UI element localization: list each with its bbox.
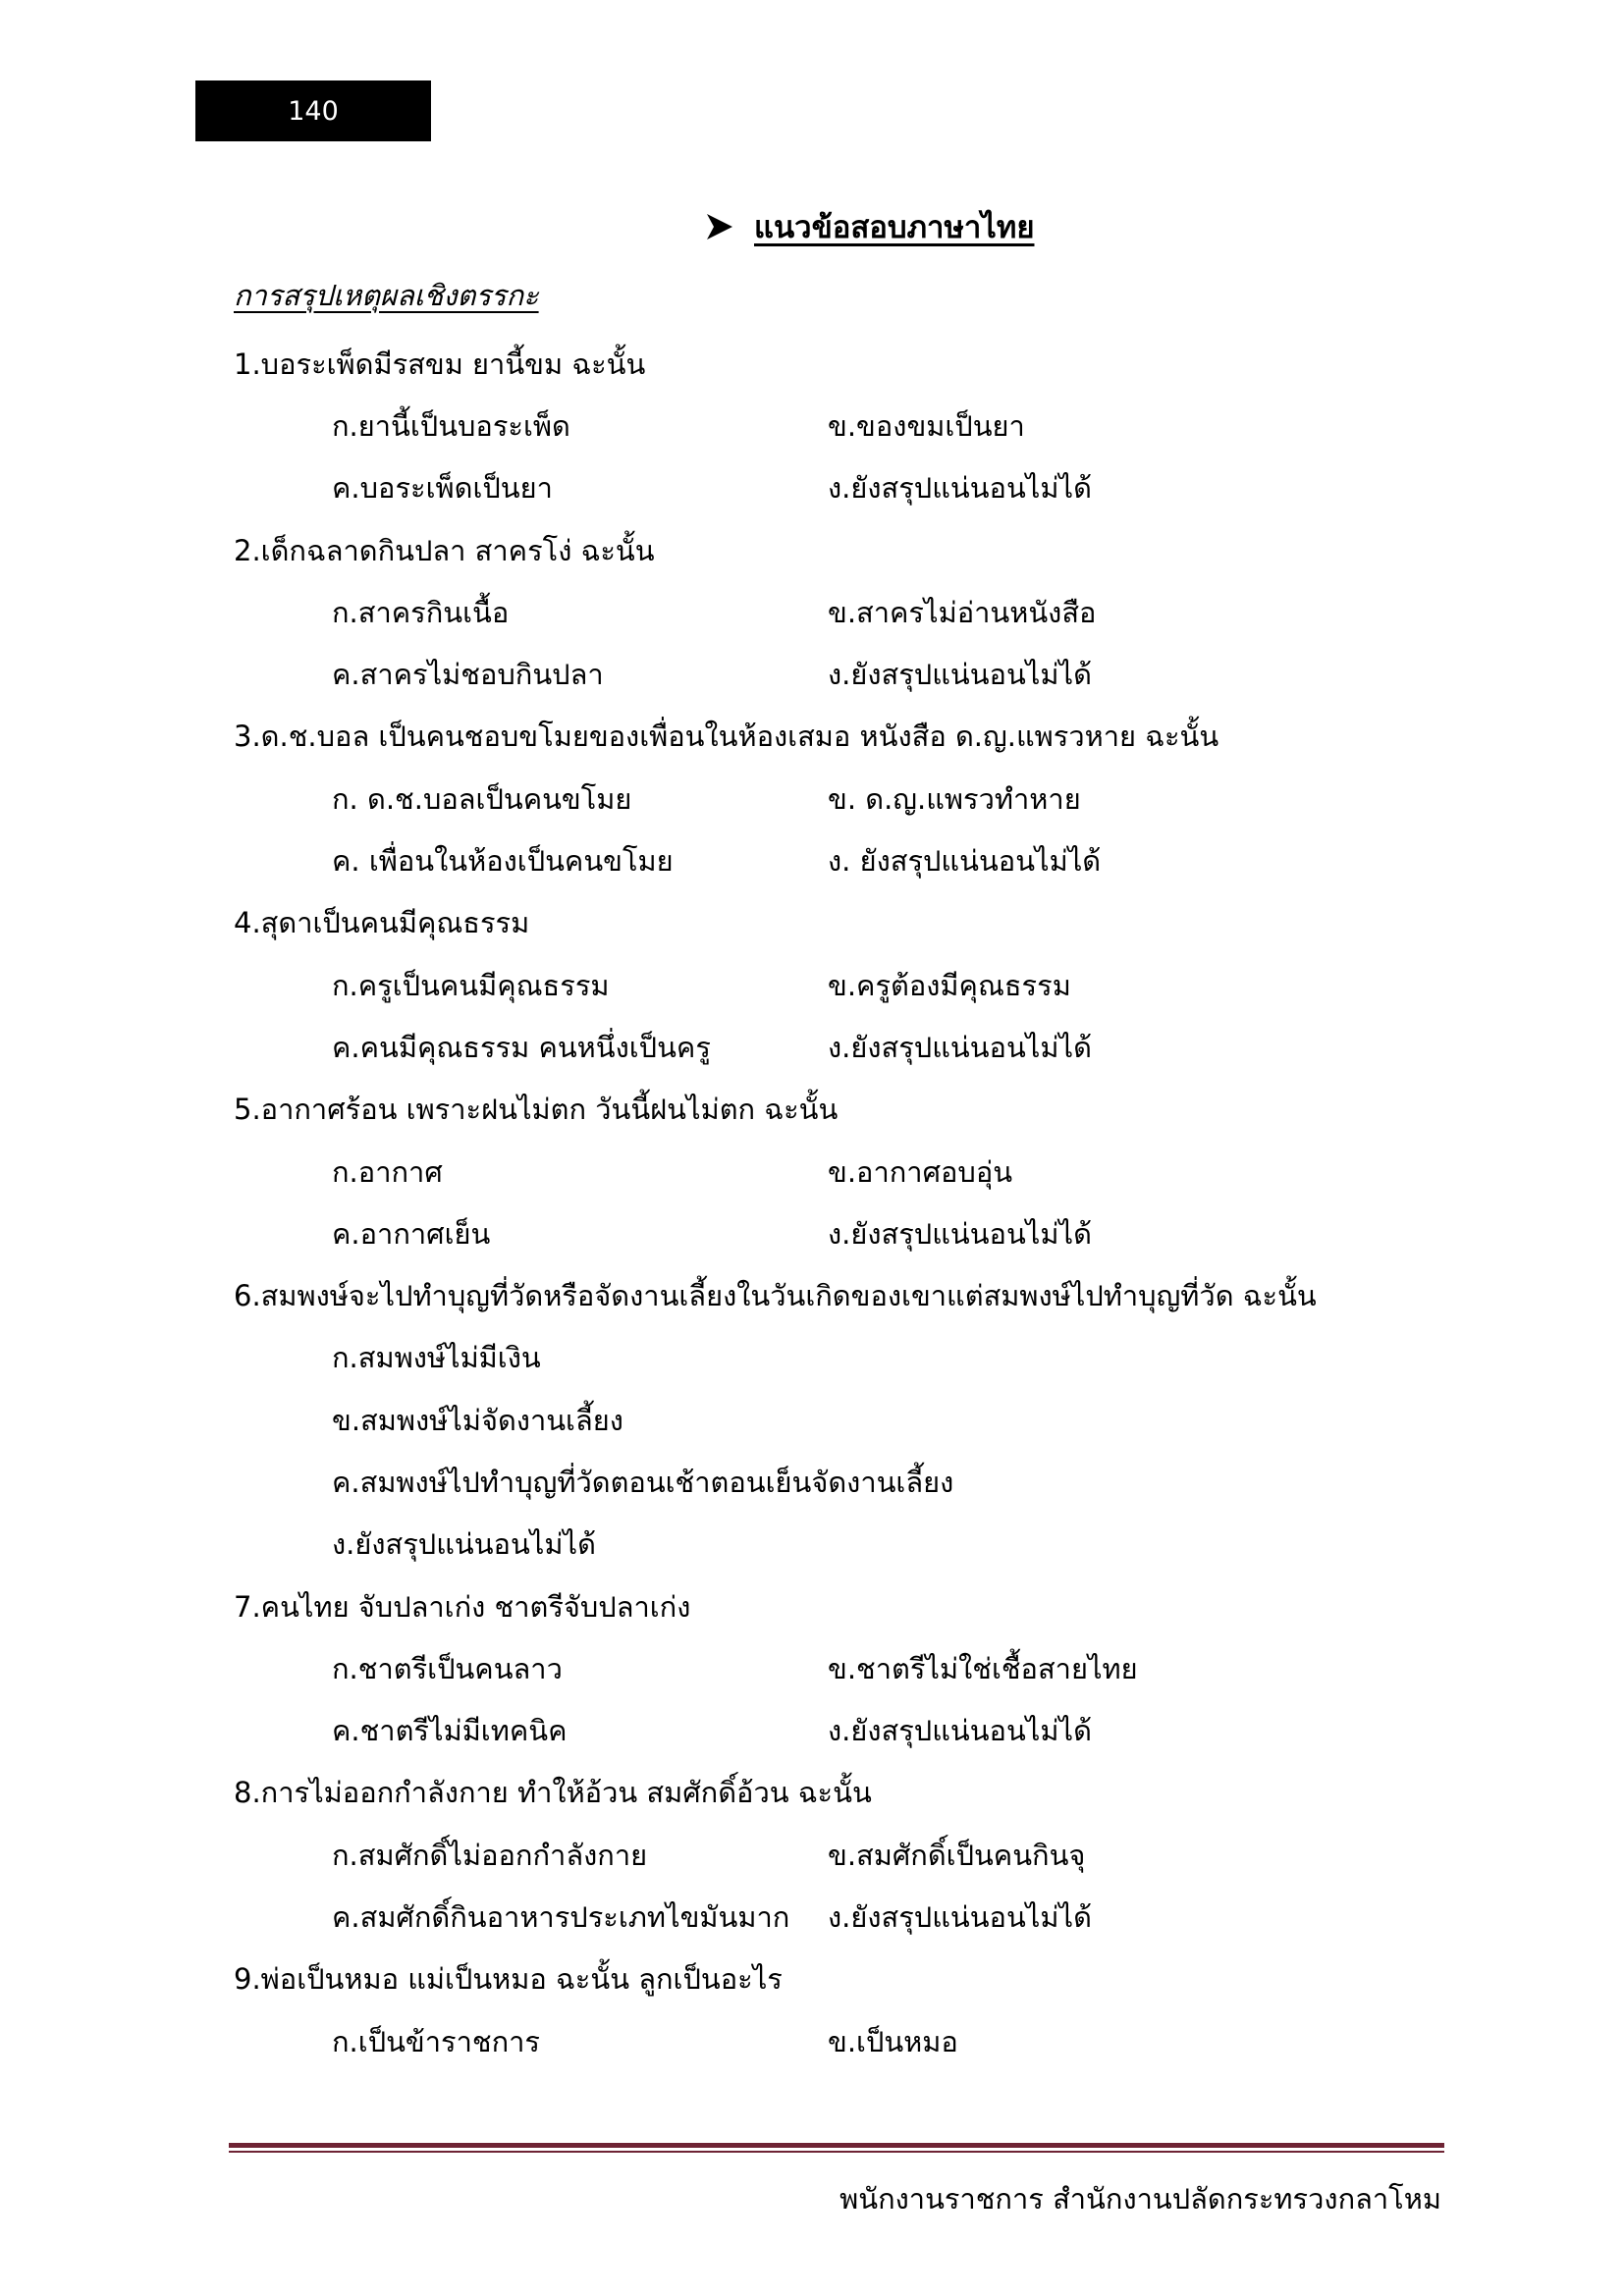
options-row	[234, 1886, 1441, 1948]
question-text: 7.คนไทย จับปลาเก่ง ชาตรีจับปลาเก่ง	[234, 1589, 691, 1624]
arrow-bullet-icon	[705, 212, 734, 241]
question-text: 5.อากาศร้อน เพราะฝนไม่ตก วันนี้ฝนไม่ตก ฉะนั้น	[234, 1093, 839, 1127]
footer-text: พนักงานราชการ สำนักงานปลัดกระทรวงกลาโหม	[839, 2182, 1441, 2216]
page-number-box	[195, 80, 431, 141]
option-a: ก.เป็นข้าราชการ	[332, 2024, 540, 2058]
option-b: ข.ชาตรีไม่ใช่เชื้อสายไทย	[828, 1651, 1138, 1685]
question-text: 9.พ่อเป็นหมอ แม่เป็นหมอ ฉะนั้น ลูกเป็นอะไร	[234, 1962, 783, 1997]
question-9	[234, 1949, 1441, 2010]
question-6	[234, 1264, 1441, 1326]
question-3	[234, 706, 1441, 768]
heading-title: แนวข้อสอบภาษาไทย	[754, 210, 1035, 245]
page-number: 140	[288, 95, 339, 127]
options-row	[234, 2010, 1441, 2072]
options-row	[234, 1824, 1441, 1886]
option-a: ก.ยานี้เป็นบอระเพ็ด	[332, 408, 570, 443]
options-row	[234, 768, 1441, 829]
option-a: ก.ครูเป็นคนมีคุณธรรม	[332, 968, 610, 1002]
option-a: ก.สมศักดิ์ไม่ออกกำลังกาย	[332, 1838, 648, 1872]
footer-rule-thin	[229, 2151, 1444, 2153]
option-a: ก.สาครกินเนื้อ	[332, 595, 510, 629]
question-text: 2.เด็กฉลาดกินปลา สาครโง่ ฉะนั้น	[234, 533, 655, 567]
options-row	[234, 1700, 1441, 1762]
footer-rule-thick	[229, 2143, 1444, 2148]
option-a: ก.สมพงษ์ไม่มีเงิน	[332, 1341, 541, 1375]
options-row	[234, 581, 1441, 643]
options-row	[234, 954, 1441, 1016]
option-c: ค.บอระเพ็ดเป็นยา	[332, 471, 553, 506]
option-b: ข.ของขมเป็นยา	[828, 408, 1025, 443]
option-b: ข.อากาศอบอุ่น	[828, 1154, 1013, 1189]
option-d: ง.ยังสรุปแน่นอนไม่ได้	[828, 471, 1092, 506]
options-row	[234, 1637, 1441, 1699]
question-8	[234, 1762, 1441, 1824]
option-d: ง.ยังสรุปแน่นอนไม่ได้	[828, 1216, 1092, 1251]
option-row	[234, 1327, 1441, 1389]
option-a: ก. ด.ช.บอลเป็นคนขโมย	[332, 781, 632, 816]
option-d: ง.ยังสรุปแน่นอนไม่ได้	[828, 1900, 1092, 1935]
options-row	[234, 1016, 1441, 1078]
option-row	[234, 1451, 1441, 1513]
option-d: ง. ยังสรุปแน่นอนไม่ได้	[828, 844, 1102, 879]
option-c: ค.สมศักดิ์กินอาหารประเภทไขมันมาก	[332, 1900, 790, 1935]
question-text: 8.การไม่ออกกำลังกาย ทำให้อ้วน สมศักดิ์อ้วน ฉะนั้น	[234, 1776, 872, 1810]
option-d: ง.ยังสรุปแน่นอนไม่ได้	[828, 1030, 1092, 1064]
option-b: ข.ครูต้องมีคุณธรรม	[828, 968, 1071, 1002]
options-row	[234, 1141, 1441, 1202]
option-b: ข. ด.ญ.แพรวทำหาย	[828, 781, 1081, 816]
options-row	[234, 1202, 1441, 1264]
option-c: ค.ชาตรีไม่มีเทคนิค	[332, 1714, 568, 1748]
option-c: ค. เพื่อนในห้องเป็นคนขโมย	[332, 844, 674, 879]
subheading: การสรุปเหตุผลเชิงตรรกะ	[234, 279, 539, 312]
option-c: ค.อากาศเย็น	[332, 1216, 491, 1251]
question-text: 4.สุดาเป็นคนมีคุณธรรม	[234, 906, 530, 940]
options-row	[234, 829, 1441, 891]
question-text: 6.สมพงษ์จะไปทำบุญที่วัดหรือจัดงานเลี้ยงในวันเกิดของเขาแต่สมพงษ์ไปทำบุญที่วัด ฉะนั้น	[234, 1279, 1317, 1313]
option-a: ก.อากาศ	[332, 1154, 443, 1189]
option-row	[234, 1514, 1441, 1575]
option-c: ค.คนมีคุณธรรม คนหนึ่งเป็นครู	[332, 1030, 711, 1064]
option-a: ก.ชาตรีเป็นคนลาว	[332, 1651, 563, 1685]
option-d: ง.ยังสรุปแน่นอนไม่ได้	[828, 658, 1092, 692]
question-list	[234, 333, 1441, 2072]
option-d: ง.ยังสรุปแน่นอนไม่ได้	[332, 1527, 596, 1562]
question-text: 3.ด.ช.บอล เป็นคนชอบขโมยของเพื่อนในห้องเสมอ หนังสือ ด.ญ.แพรวหาย ฉะนั้น	[234, 720, 1219, 754]
question-text: 1.บอระเพ็ดมีรสขม ยานี้ขม ฉะนั้น	[234, 347, 646, 381]
option-c: ค.สาครไม่ชอบกินปลา	[332, 658, 604, 692]
option-b: ข.สมศักดิ์เป็นคนกินจุ	[828, 1838, 1086, 1872]
question-1	[234, 333, 1441, 395]
options-row	[234, 643, 1441, 705]
question-5	[234, 1079, 1441, 1141]
options-row	[234, 395, 1441, 456]
option-row	[234, 1389, 1441, 1451]
question-2	[234, 519, 1441, 581]
option-d: ง.ยังสรุปแน่นอนไม่ได้	[828, 1714, 1092, 1748]
option-b: ข.เป็นหมอ	[828, 2024, 958, 2058]
section-heading	[705, 202, 1034, 251]
option-c: ค.สมพงษ์ไปทำบุญที่วัดตอนเช้าตอนเย็นจัดงานเลี้ยง	[332, 1465, 954, 1499]
question-7	[234, 1575, 1441, 1637]
option-b: ข.สมพงษ์ไม่จัดงานเลี้ยง	[332, 1403, 623, 1437]
options-row	[234, 457, 1441, 519]
question-4	[234, 892, 1441, 954]
option-b: ข.สาครไม่อ่านหนังสือ	[828, 595, 1097, 629]
